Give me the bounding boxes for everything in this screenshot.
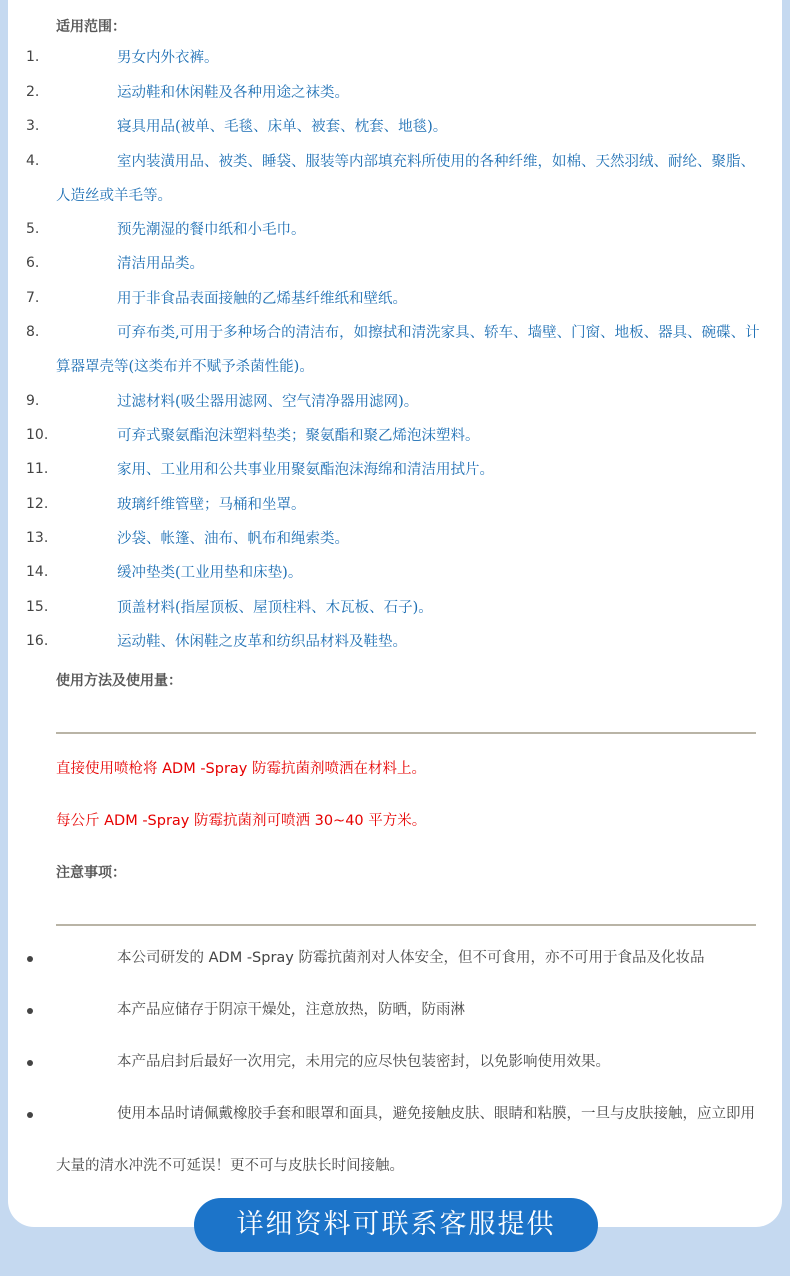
- scope-item-number: 8.: [26, 324, 40, 340]
- scope-item-text: 可弃布类,可用于多种场合的清洁布，如擦拭和清洗家具、轿车、墙壁、门窗、地板、器具、碗碟、计算器罩壳等(这类布并不赋予杀菌性能)。: [56, 325, 760, 375]
- scope-item-number: 5.: [26, 221, 40, 237]
- scope-item-number: 4.: [26, 153, 40, 169]
- scope-item-number: 16.: [26, 633, 49, 649]
- scope-item-text: 可弃式聚氨酯泡沫塑料垫类；聚氨酯和聚乙烯泡沫塑料。: [117, 428, 480, 444]
- scope-item-number: 11.: [26, 461, 49, 477]
- scope-item-text: 缓冲垫类(工业用垫和床垫)。: [117, 565, 303, 581]
- note-item: 使用本品时请佩戴橡胶手套和眼罩和面具，避免接触皮肤、眼睛和粘膜，一旦与皮肤接触，应立即用大量的清水冲洗不可延误！更不可与皮肤长时间接触。: [56, 1106, 755, 1174]
- scope-item-text: 玻璃纤维管壁；马桶和坐罩。: [117, 497, 306, 513]
- scope-item-text: 顶盖材料(指屋顶板、屋顶柱料、木瓦板、石子)。: [117, 600, 433, 616]
- scope-item-number: 6.: [26, 255, 40, 271]
- scope-item-text: 清洁用品类。: [117, 256, 204, 272]
- bullet-icon: [27, 1112, 33, 1118]
- scope-item-text: 沙袋、帐篷、油布、帆布和绳索类。: [117, 531, 349, 547]
- usage-amount: 每公斤 ADM -Spray 防霉抗菌剂可喷洒 30~40 平方米。: [56, 813, 427, 829]
- scope-item-text: 用于非食品表面接触的乙烯基纤维纸和壁纸。: [117, 291, 407, 307]
- notes-heading: 注意事项：: [56, 865, 126, 881]
- scope-item-text: 家用、工业用和公共事业用聚氨酯泡沫海绵和清洁用拭片。: [117, 462, 494, 478]
- scope-item-number: 12.: [26, 496, 49, 512]
- usage-heading: 使用方法及使用量：: [56, 673, 182, 689]
- note-item: 本产品应储存于阴凉干燥处，注意放热，防晒，防雨淋: [117, 1002, 465, 1018]
- scope-item-number: 1.: [26, 49, 40, 65]
- note-item: 本公司研发的 ADM -Spray 防霉抗菌剂对人体安全，但不可食用，亦不可用于食品及化妆品: [117, 950, 705, 966]
- scope-item-text: 过滤材料(吸尘器用滤网、空气清净器用滤网)。: [117, 394, 419, 410]
- scope-item-number: 9.: [26, 393, 40, 409]
- section-divider: [56, 924, 756, 926]
- bullet-icon: [27, 1060, 33, 1066]
- scope-item-number: 15.: [26, 599, 49, 615]
- scope-item-number: 10.: [26, 427, 49, 443]
- scope-item-number: 14.: [26, 564, 49, 580]
- bullet-icon: [27, 956, 33, 962]
- scope-item-number: 3.: [26, 118, 40, 134]
- bullet-icon: [27, 1008, 33, 1014]
- scope-item-text: 男女内外衣裤。: [117, 50, 219, 66]
- note-item: 本产品启封后最好一次用完，未用完的应尽快包装密封，以免影响使用效果。: [117, 1054, 610, 1070]
- section-divider: [56, 732, 756, 734]
- scope-item-number: 7.: [26, 290, 40, 306]
- scope-heading: 适用范围：: [56, 19, 126, 35]
- scope-item-text: 运动鞋、休闲鞋之皮革和纺织品材料及鞋垫。: [117, 634, 407, 650]
- scope-item-text: 室内装潢用品、被类、睡袋、服装等内部填充料所使用的各种纤维，如棉、天然羽绒、耐纶、聚脂、人造丝或羊毛等。: [56, 154, 755, 204]
- scope-item-text: 运动鞋和休闲鞋及各种用途之袜类。: [117, 85, 349, 101]
- scope-item-number: 13.: [26, 530, 49, 546]
- usage-instruction: 直接使用喷枪将 ADM -Spray 防霉抗菌剂喷洒在材料上。: [56, 761, 426, 777]
- scope-item-text: 寝具用品(被单、毛毯、床单、被套、枕套、地毯)。: [117, 119, 448, 135]
- scope-item-text: 预先潮湿的餐巾纸和小毛巾。: [117, 222, 306, 238]
- scope-item-number: 2.: [26, 84, 40, 100]
- contact-service-button[interactable]: 详细资料可联系客服提供: [194, 1198, 598, 1252]
